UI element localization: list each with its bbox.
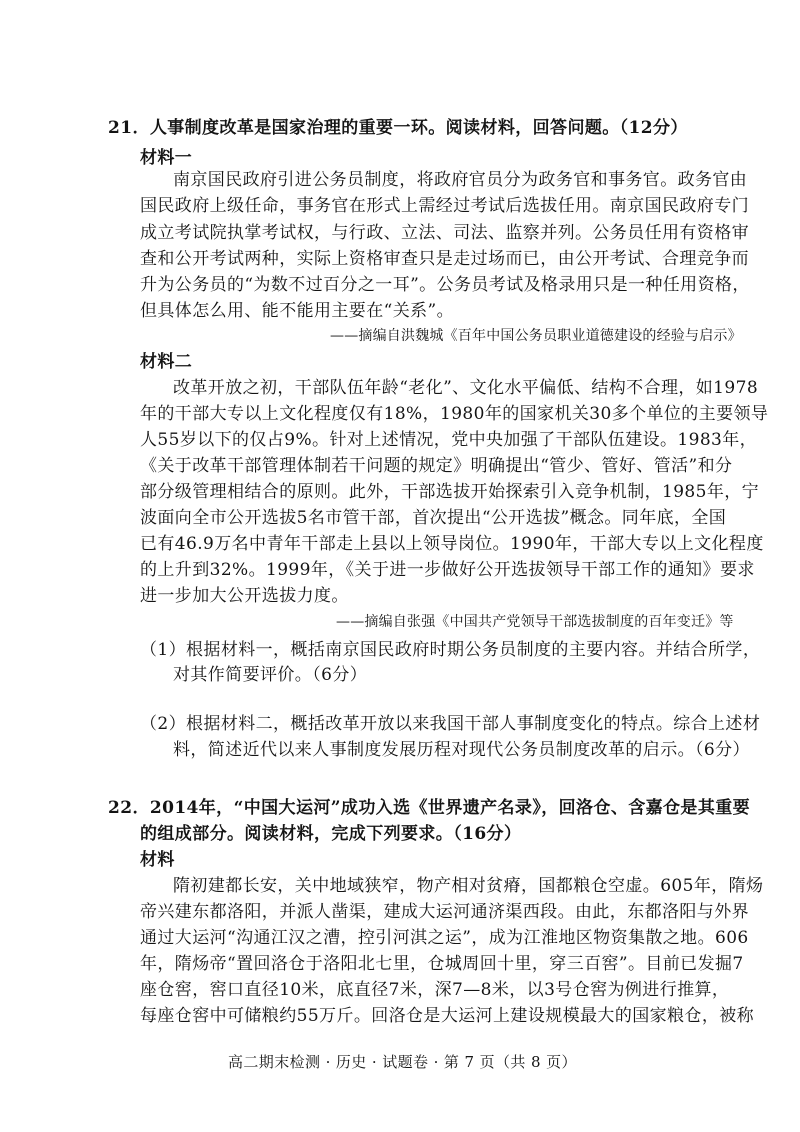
material-line: 帝兴建东都洛阳，并派人凿渠，建成大运河通济渠西段。由此，东都洛阳与外界 bbox=[140, 902, 749, 922]
material-1-label: 材料一 bbox=[140, 148, 193, 168]
material-2-line: 人55岁以下的仅占9%。针对上述情况，党中央加强了干部队伍建设。1983年， bbox=[140, 430, 758, 450]
material-2-line: 进一步加大公开选拔力度。 bbox=[140, 586, 349, 606]
material-1-line: 成立考试院执掌考试权，与行政、立法、司法、监察并列。公务员任用有资格审 bbox=[140, 223, 749, 243]
material-line: 每座仓窖中可储粮约55万斤。回洛仓是大运河上建设规模最大的国家粮仓，被称 bbox=[140, 1006, 755, 1026]
material-1-line: 查和公开考试两种，实际上资格审查只是走过场而已，由公开考试、合理竞争而 bbox=[140, 249, 749, 269]
sub-question-1: （1）根据材料一，概括南京国民政府时期公务员制度的主要内容。并结合所学， bbox=[140, 640, 761, 660]
material-2-line: 波面向全市公开选拔5名市管干部，首次提出“公开选拔”概念。同年底，全国 bbox=[140, 508, 727, 528]
material-line: 座仓窖，窖口直径10米，底直径7米，深7—8米，以3号仓窖为例进行推算， bbox=[140, 980, 730, 1000]
material-1-line: 南京国民政府引进公务员制度，将政府官员分为政务官和事务官。政务官由 bbox=[173, 170, 748, 190]
question-21-title: 21．人事制度改革是国家治理的重要一环。阅读材料，回答问题。（12分） bbox=[108, 118, 688, 138]
material-2-line: 改革开放之初，干部队伍年龄“老化”、文化水平偏低、结构不合理，如1978 bbox=[173, 378, 759, 398]
material-line: 年，隋炀帝“置回洛仓于洛阳北七里，仓城周回十里，穿三百窖”。目前已发掘7 bbox=[140, 954, 744, 974]
material-2-line: 《关于改革干部管理体制若干问题的规定》明确提出“管少、管好、管活”和分 bbox=[140, 456, 733, 476]
sub-question-1-cont: 对其作简要评价。（6分） bbox=[173, 665, 368, 685]
material-2-source: ——摘编自张强《中国共产党领导干部选拔制度的百年变迁》等 bbox=[336, 614, 734, 630]
material-1-line: 但具体怎么用、能不能用主要在“关系”。 bbox=[140, 301, 454, 321]
sub-question-2: （2）根据材料二，概括改革开放以来我国干部人事制度变化的特点。综合上述材 bbox=[140, 714, 761, 734]
material-line: 隋初建都长安，关中地域狭窄，物产相对贫瘠，国都粮仓空虚。605年，隋炀 bbox=[173, 876, 764, 896]
material-line: 通过大运河“沟通江汉之漕，控引河淇之运”，成为江淮地区物资集散之地。606 bbox=[140, 928, 749, 948]
question-22-title: 22．2014年，“中国大运河”成功入选《世界遗产名录》，回洛仓、含嘉仓是其重要 bbox=[108, 798, 751, 818]
question-22-title-cont: 的组成部分。阅读材料，完成下列要求。（16分） bbox=[140, 824, 522, 844]
material-1-line: 国民政府上级任命，事务官在形式上需经过考试后选拔任用。南京国民政府专门 bbox=[140, 196, 749, 216]
sub-question-2-cont: 料，简述近代以来人事制度发展历程对现代公务员制度改革的启示。（6分） bbox=[173, 740, 750, 760]
material-1-line: 升为公务员的“为数不过百分之一耳”。公务员考试及格录用只是一种任用资格， bbox=[140, 275, 750, 295]
material-2-line: 部分级管理相结合的原则。此外，干部选拔开始探索引入竞争机制，1985年，宁 bbox=[140, 482, 760, 502]
material-2-line: 已有46.9万名中青年干部走上县以上领导岗位。1990年，干部大专以上文化程度 bbox=[140, 534, 764, 554]
material-2-label: 材料二 bbox=[140, 352, 193, 372]
material-1-source: ——摘编自洪魏城《百年中国公务员职业道德建设的经验与启示》 bbox=[330, 328, 742, 344]
material-2-line: 的上升到32%。1999年，《关于进一步做好公开选拔领导干部工作的通知》要求 bbox=[140, 560, 755, 580]
material-2-line: 年的干部大专以上文化程度仅有18%，1980年的国家机关30多个单位的主要领导 bbox=[140, 404, 769, 424]
material-label: 材料 bbox=[140, 850, 175, 870]
page-footer: 高二期末检测 · 历史 · 试题卷 · 第 7 页（共 8 页） bbox=[228, 1053, 577, 1071]
